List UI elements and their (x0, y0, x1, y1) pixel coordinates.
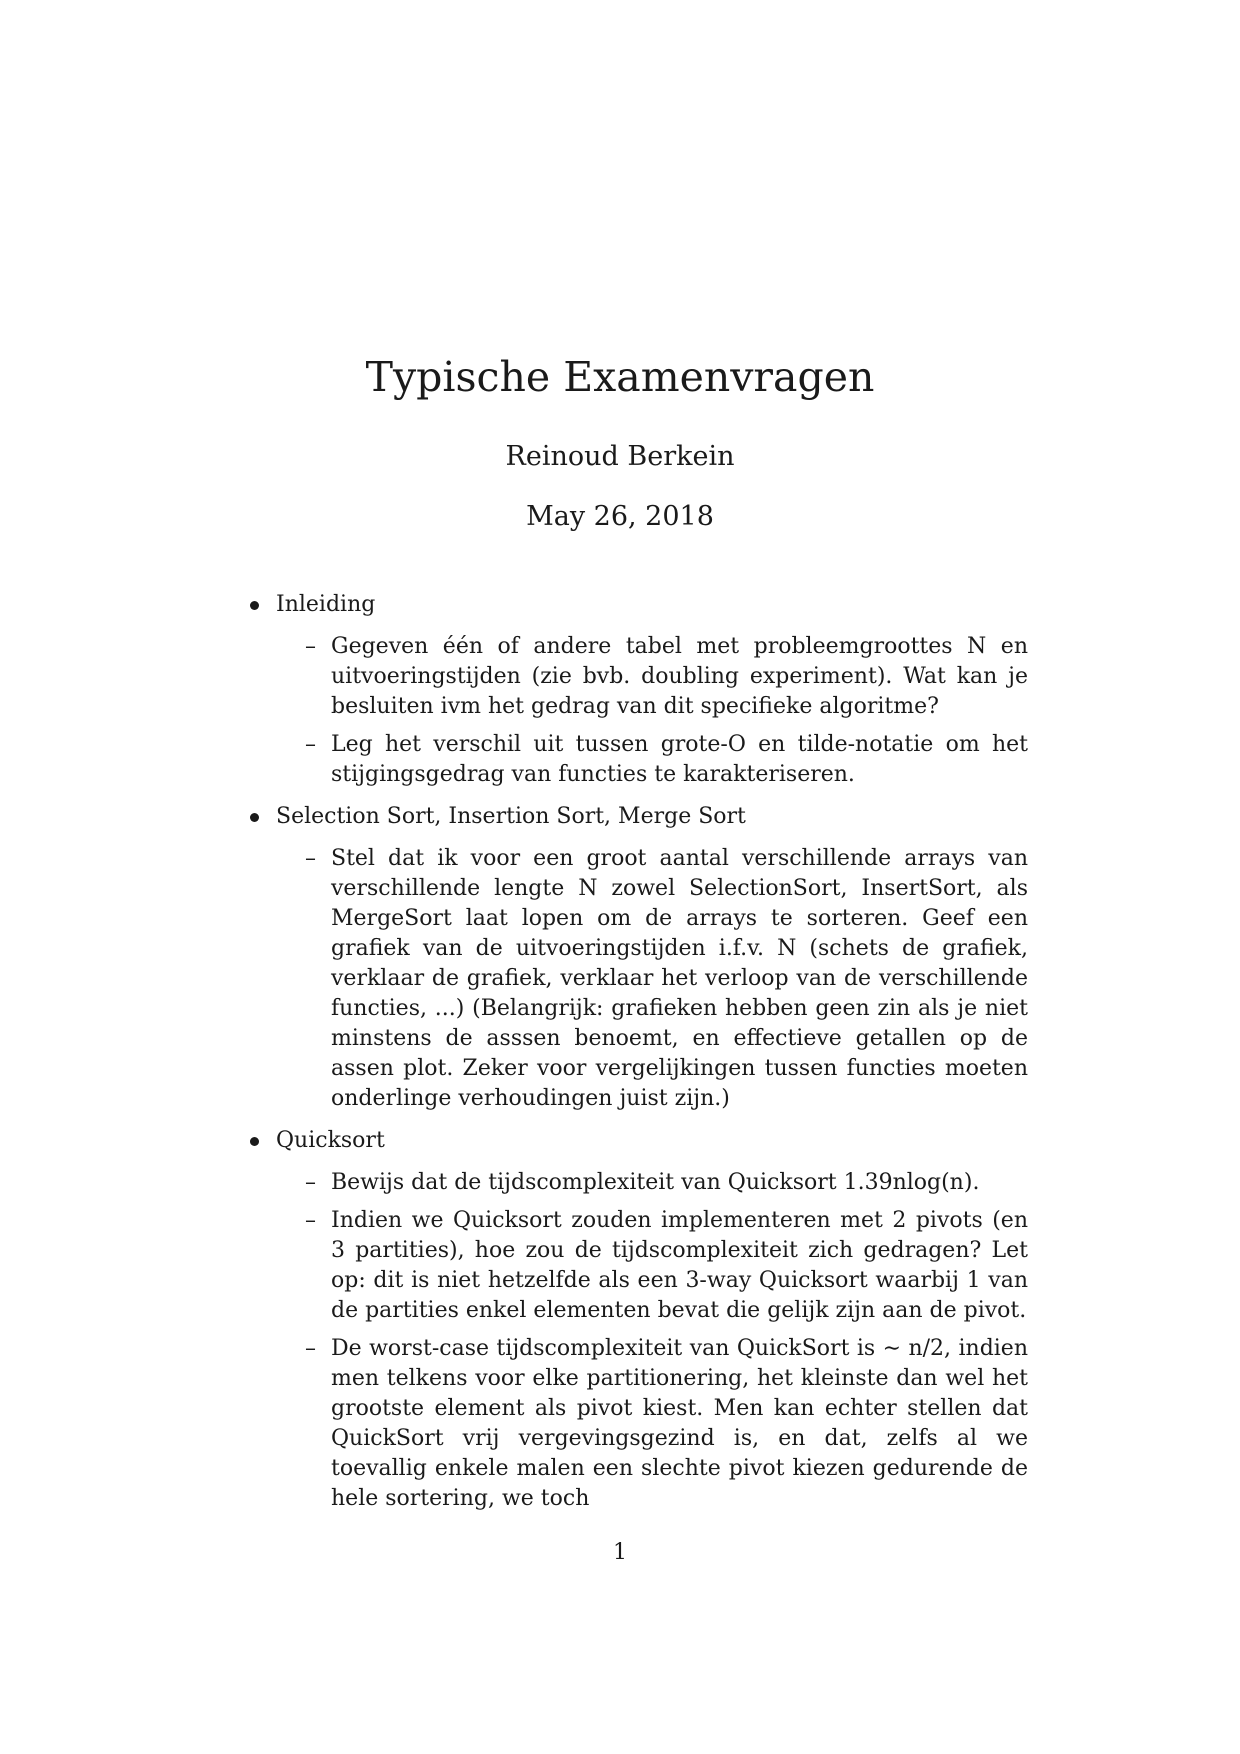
list-item-text: De worst-case tijdscomplexiteit van QuickSort is ∼ n/2, indien men telkens voor elke partitionering, het kleinste dan wel het grootste element als pivot kiest. Men kan echter stellen dat QuickSort vrij vergevingsgezind is, en dat, zelfs al we toevallig enkele malen een slechte pivot kiezen gedurende de hele sortering, we toch (331, 1336, 1028, 1511)
date: May 26, 2018 (526, 501, 714, 532)
page-title: Typische Examenvragen (365, 353, 875, 401)
list-item-text: Indien we Quicksort zouden implementeren met 2 pivots (en 3 partities), hoe zou de tijdscomplexiteit zich gedragen? Let op: dit is niet hetzelfde als een 3-way Quicksort waarbij 1 van de partities enkel elementen bevat die gelijk zijn aan de pivot. (331, 1208, 1028, 1323)
list-item (305, 1206, 1028, 1326)
page-number: 1 (613, 1540, 627, 1565)
list-item (305, 844, 1028, 1114)
author: Reinoud Berkein (505, 441, 735, 472)
list-item-text: Bewijs dat de tijdscomplexiteit van Quicksort 1.39nlog(n). (331, 1170, 980, 1195)
question-list (248, 590, 1028, 1526)
sub-list (305, 1168, 1028, 1514)
sub-list (305, 844, 1028, 1114)
section-heading (248, 590, 1028, 620)
section-heading-text: Inleiding (276, 592, 376, 617)
list-item (305, 730, 1028, 790)
dash-icon: – (305, 732, 316, 757)
dash-icon: – (305, 1336, 316, 1361)
list-item (305, 1168, 1028, 1198)
section-heading-text: Selection Sort, Insertion Sort, Merge Sort (276, 804, 746, 829)
section-heading (248, 802, 1028, 832)
section-heading-text: Quicksort (276, 1128, 385, 1153)
bullet-icon (250, 1137, 259, 1146)
list-item (305, 632, 1028, 722)
section-quicksort (248, 1126, 1028, 1514)
section-inleiding (248, 590, 1028, 790)
list-item-text: Leg het verschil uit tussen grote-O en tilde-notatie om het stijgingsgedrag van functies te karakteriseren. (331, 732, 1028, 787)
dash-icon: – (305, 1208, 316, 1233)
dash-icon: – (305, 634, 316, 659)
dash-icon: – (305, 846, 316, 871)
list-item-text: Gegeven één of andere tabel met probleemgroottes N en uitvoeringstijden (zie bvb. doubling experiment). Wat kan je besluiten ivm het gedrag van dit specifieke algoritme? (331, 634, 1028, 719)
dash-icon: – (305, 1170, 316, 1195)
sub-list (305, 632, 1028, 790)
section-heading (248, 1126, 1028, 1156)
bullet-icon (250, 813, 259, 822)
bullet-icon (250, 601, 259, 610)
list-item-text: Stel dat ik voor een groot aantal verschillende arrays van verschillende lengte N zowel SelectionSort, InsertSort, als MergeSort laat lopen om de arrays te sorteren. Geef een grafiek van de uitvoeringstijden i.f.v. N (schets de grafiek, verklaar de grafiek, verklaar het verloop van de verschillende functies, ...) (Belangrijk: grafieken hebben geen zin als je niet minstens de asssen benoemt, en effectieve getallen op de assen plot. Zeker voor vergelijkingen tussen functies moeten onderlinge verhoudingen juist zijn.) (331, 846, 1028, 1111)
section-selection-insertion-merge-sort (248, 802, 1028, 1114)
list-item (305, 1334, 1028, 1514)
